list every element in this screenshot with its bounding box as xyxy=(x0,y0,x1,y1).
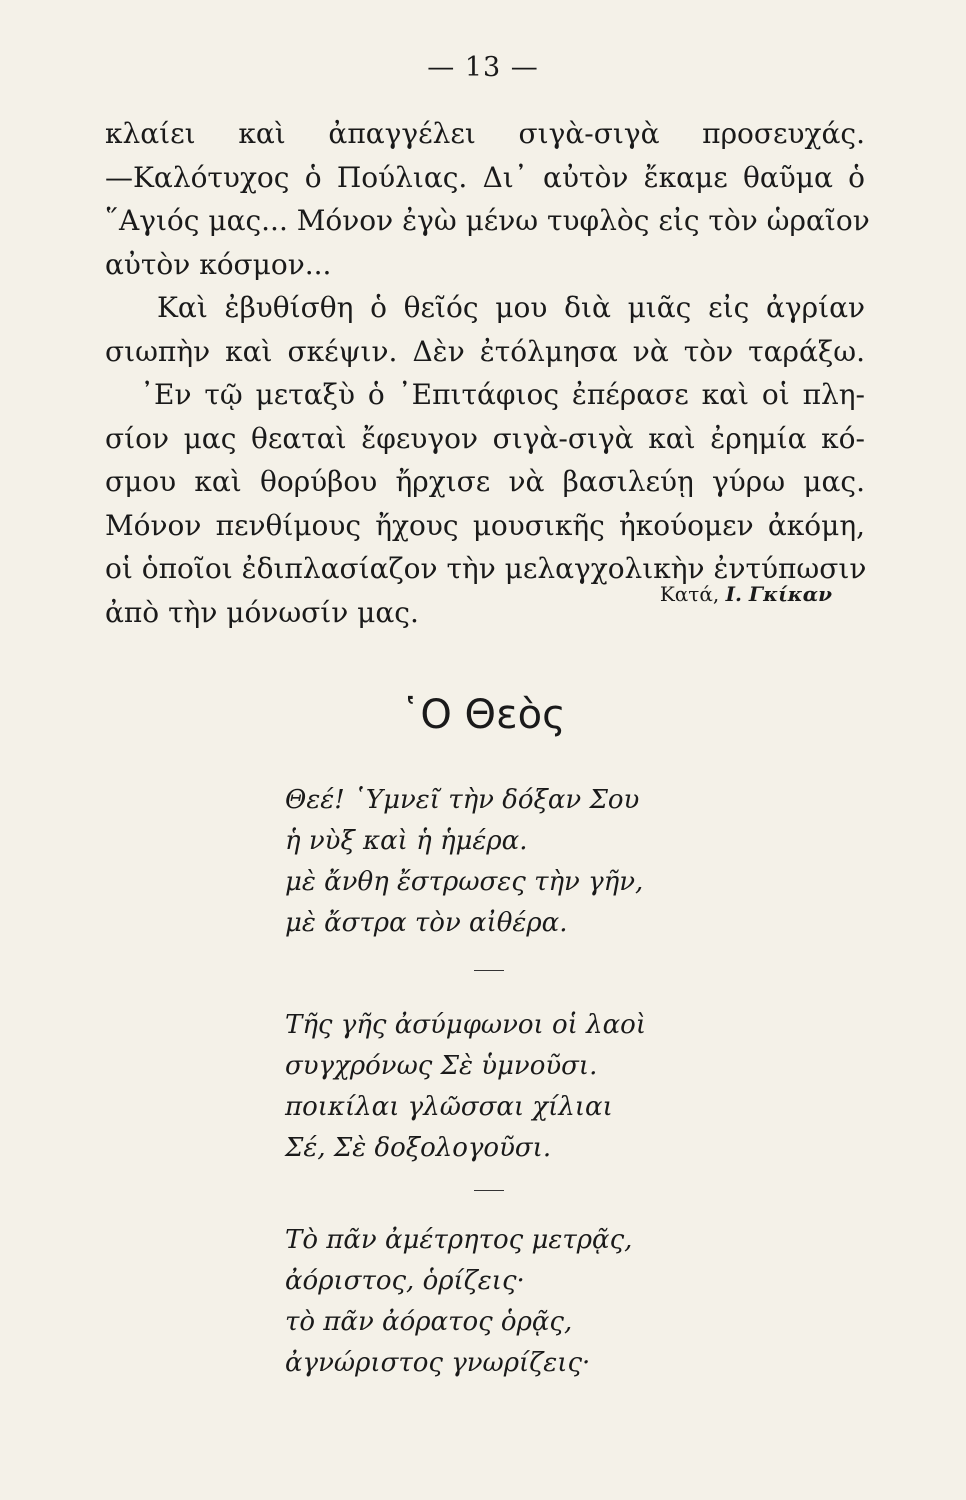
prose-line: ᾽Εν τῷ μεταξὺ ὁ ᾽Επιτάφιος ἐπέρασε καὶ οἱ πλη- xyxy=(140,378,865,411)
poem-line: μὲ ἄστρα τὸν αἰθέρα. xyxy=(285,908,568,938)
attribution-prefix: Κατά, xyxy=(659,582,726,606)
prose-line: σιωπὴν καὶ σκέψιν. Δὲν ἐτόλμησα νὰ τὸν ταράξω. xyxy=(105,334,865,368)
prose-line: —Καλότυχος ὁ Πούλιας. Δι᾽ αὐτὸν ἔκαμε θαῦμα ὁ xyxy=(105,160,865,194)
attribution xyxy=(660,582,832,606)
poem-stanza xyxy=(285,780,705,944)
poem-line: Θεέ! ῾Υμνεῖ τὴν δόξαν Σου xyxy=(285,785,640,815)
poem-line: ἡ νὺξ καὶ ἡ ἡμέρα. xyxy=(285,826,528,856)
stanza-divider xyxy=(474,1190,504,1191)
prose-line: σμου καὶ θορύβου ἤρχισε νὰ βασιλεύῃ γύρω μας. xyxy=(105,465,865,498)
prose-line: σίον μας θεαταὶ ἔφευγον σιγὰ-σιγὰ καὶ ἐρημία κό- xyxy=(105,421,865,455)
poem-line: ποικίλαι γλῶσσαι χίλιαι xyxy=(285,1092,613,1122)
prose-line: οἱ ὁποῖοι ἐδιπλασίαζον τὴν μελαγχολικὴν ἐντύπωσιν xyxy=(105,552,867,585)
prose-line: ῞Αγιός μας... Μόνον ἐγὼ μένω τυφλὸς εἰς τὸν ὡραῖον xyxy=(105,204,870,237)
prose-line: Μόνον πενθίμους ἤχους μουσικῆς ἠκούομεν ἀκόμη, xyxy=(105,508,865,542)
stanza-divider xyxy=(474,970,504,971)
poem-line: Σέ, Σὲ δοξολογοῦσι. xyxy=(285,1133,552,1163)
poem-line: ἀγνώριστος γνωρίζεις· xyxy=(285,1348,591,1378)
prose-line: κλαίει καὶ ἀπαγγέλει σιγὰ-σιγὰ προσευχάς. xyxy=(105,117,865,150)
poem-line: συγχρόνως Σὲ ὑμνοῦσι. xyxy=(285,1051,598,1081)
poem-line: τὸ πᾶν ἀόρατος ὁρᾷς, xyxy=(285,1307,573,1337)
page-number: — 13 — xyxy=(427,52,539,83)
poem-line: μὲ ἄνθη ἔστρωσες τὴν γῆν, xyxy=(285,867,644,897)
poem-title: ῾Ο Θεὸς xyxy=(400,692,566,738)
poem-line: ἀόριστος, ὁρίζεις· xyxy=(285,1266,525,1296)
poem-stanza xyxy=(285,1220,705,1384)
poem-stanza xyxy=(285,1005,705,1169)
prose-line: Καὶ ἐβυθίσθη ὁ θεῖός μου διὰ μιᾶς εἰς ἀγρίαν xyxy=(157,291,865,324)
poem-line: Τῆς γῆς ἀσύμφωνοι οἱ λαοὶ xyxy=(285,1010,647,1040)
prose-line: ἀπὸ τὴν μόνωσίν μας. xyxy=(105,595,419,629)
prose-line: αὐτὸν κόσμον... xyxy=(105,247,332,281)
prose-text xyxy=(105,112,870,634)
attribution-author: Ι. Γκίκαν xyxy=(725,582,832,606)
poem-line: Τὸ πᾶν ἀμέτρητος μετρᾷς, xyxy=(285,1225,633,1255)
